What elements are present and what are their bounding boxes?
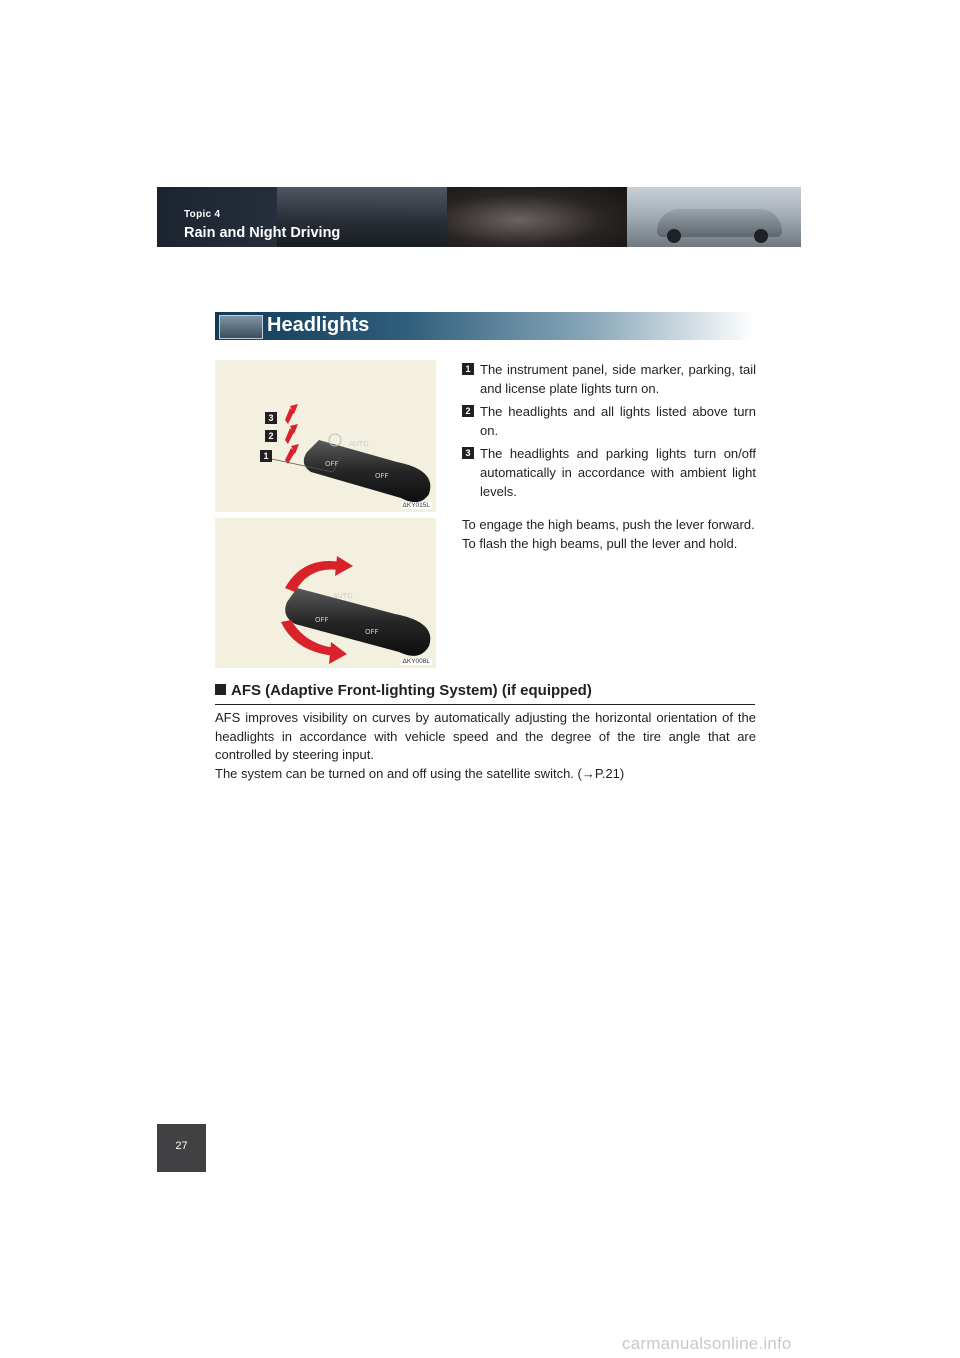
car-wheel-icon [754,229,768,243]
position-number-badge: 2 [462,405,474,417]
position-number-badge: 3 [462,447,474,459]
afs-heading-text: AFS (Adaptive Front-lighting System) (if equipped) [231,682,592,699]
callout-2: 2 [268,431,274,441]
svg-text:OFF: OFF [315,616,329,624]
section-title: Headlights [267,314,370,336]
watermark: carmanualsonline.info [622,1334,792,1353]
lever-positions-illustration [215,360,436,512]
list-item [462,360,756,398]
position-description: The instrument panel, side marker, parking, tail and license plate lights turn on. [480,362,756,396]
high-beam-illustration [215,518,436,668]
illustration-code: ΔKY015L [402,502,430,509]
afs-body [215,709,756,783]
turn-signal-lever-icon [304,434,431,502]
afs-paragraph: AFS improves visibility on curves by automatically adjusting the horizontal orientation of the headlights in accordance with vehicle speed and the degree of the tire angle that are controlled by steering input. [215,710,756,762]
list-item [462,402,756,440]
svg-text:AUTO: AUTO [333,592,353,600]
svg-text:OFF: OFF [365,628,379,636]
car-wheel-icon [667,229,681,243]
position-arrows-icon [285,404,299,464]
position-description: The headlights and parking lights turn on/off automatically in accordance with ambient light levels. [480,446,756,499]
high-beam-flash-text: To flash the high beams, pull the lever and hold. [462,536,738,551]
afs-heading [215,682,755,705]
high-beam-instructions [462,515,756,553]
svg-text:AUTO: AUTO [349,440,369,448]
afs-reference-paragraph: The system can be turned on and off using the satellite switch. (→P.21) [215,765,625,781]
banner-photo-cabin [447,187,627,247]
topic-banner [157,187,801,247]
position-number-badge: 1 [462,363,474,375]
list-item [462,444,756,501]
callout-1: 1 [263,451,269,461]
illustration-code: ΔKY008L [402,658,430,665]
section-header [215,312,755,340]
topic-label: Topic 4 [184,209,221,220]
high-beam-engage-text: To engage the high beams, push the lever forward. [462,517,755,532]
svg-text:OFF: OFF [375,472,389,480]
position-description: The headlights and all lights listed above turn on. [480,404,756,438]
callout-3: 3 [268,413,274,423]
headlight-positions-list [462,360,756,505]
svg-text:OFF: OFF [325,460,339,468]
topic-title: Rain and Night Driving [184,225,341,241]
page-number: 27 [157,1124,206,1172]
section-thumbnail-icon [219,315,263,339]
square-bullet-icon [215,684,226,695]
